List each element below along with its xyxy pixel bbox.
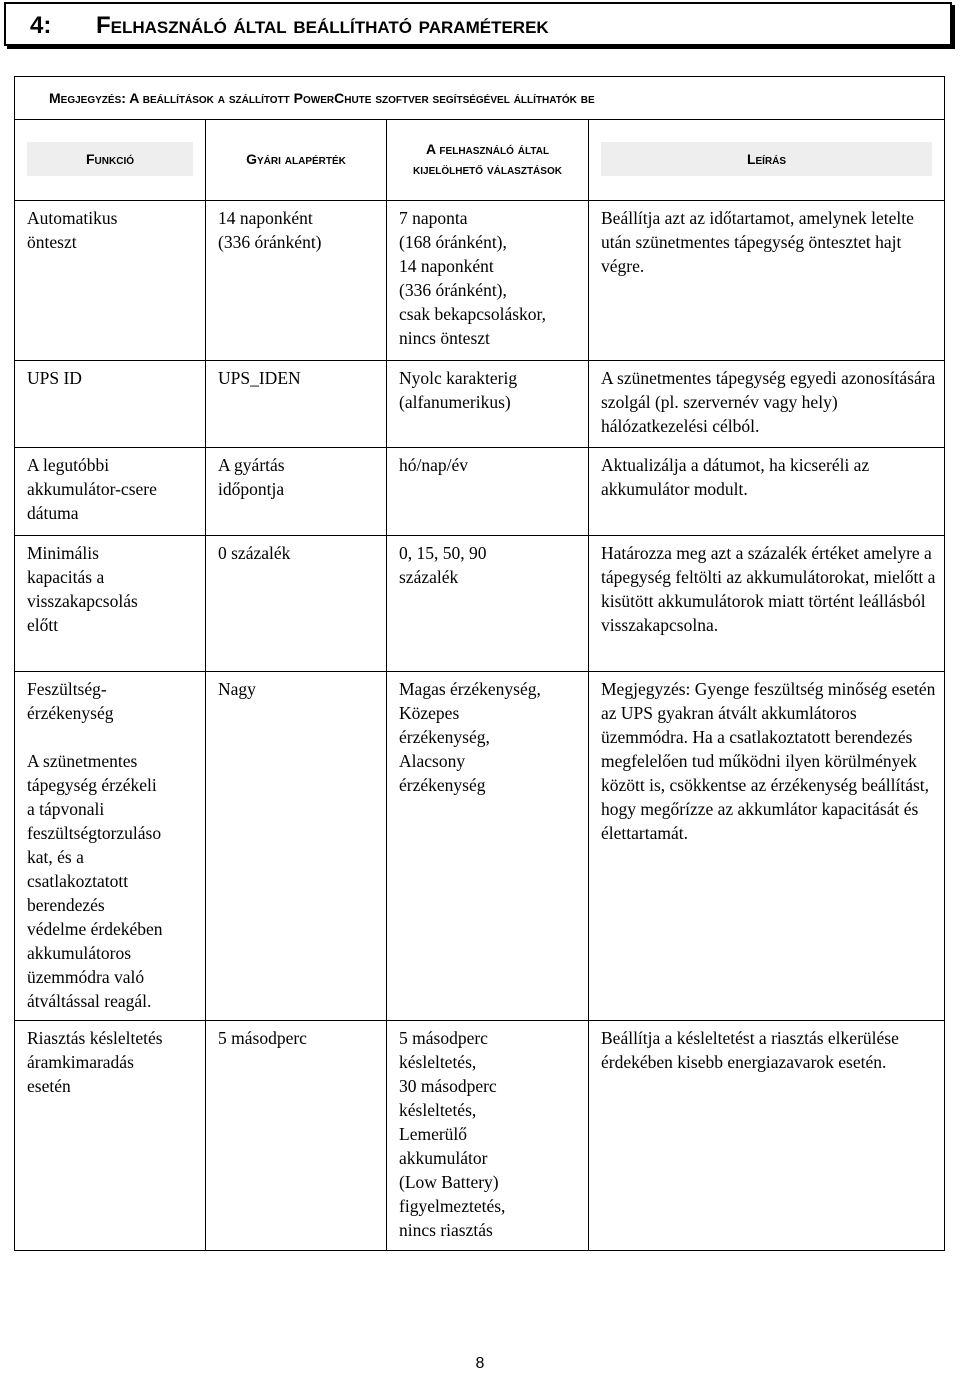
cell-description: Megjegyzés: Gyenge feszültség minőség esetén az UPS gyakran átvált akkumlátoros üzemmódra. Ha a csatlakoztatott berendezés megfelelően tud működni ilyen körülmények között is, csökkentse az érzékenység beállítást, hogy megőrízze az akkumlátor kapacitását és élettartamát. <box>589 672 945 1021</box>
table-row <box>15 672 945 1021</box>
cell-function: Riasztás késleltetés áramkimaradás esetén <box>15 1021 206 1251</box>
table-row <box>15 201 945 361</box>
cell-default: 5 másodperc <box>206 1021 387 1251</box>
page-title <box>4 2 952 46</box>
cell-choices: 5 másodperc késleltetés, 30 másodperc késleltetés, Lemerülő akkumulátor (Low Battery) figyelmeztetés, nincs riasztás <box>387 1021 589 1251</box>
section-title: Felhasználó által beállítható paraméterek <box>96 12 549 39</box>
column-header-description: Leírás <box>589 120 945 201</box>
cell-choices: hó/nap/év <box>387 448 589 536</box>
cell-choices: Magas érzékenység, Közepes érzékenység, Alacsony érzékenység <box>387 672 589 1021</box>
cell-default: A gyártás időpontja <box>206 448 387 536</box>
parameters-table <box>14 76 945 1251</box>
header-row <box>15 120 945 201</box>
cell-description: Beállítja azt az időtartamot, amelynek letelte után szünetmentes tápegység öntesztet hajt végre. <box>589 201 945 361</box>
cell-function: Feszültség- érzékenység A szünetmentes tápegység érzékeli a tápvonali feszültségtorzuláso kat, és a csatlakoztatott berendezés védelme érdekében akkumulátoros üzemmódra való átváltással reagál. <box>15 672 206 1021</box>
cell-description: Beállítja a késleltetést a riasztás elkerülése érdekében kisebb energiazavarok esetén. <box>589 1021 945 1251</box>
page-number: 8 <box>475 1355 485 1372</box>
column-header-function: Funkció <box>15 120 206 201</box>
cell-choices: Nyolc karakterig (alfanumerikus) <box>387 361 589 448</box>
cell-choices: 7 naponta (168 óránként), 14 naponként (336 óránként), csak bekapcsoláskor, nincs önteszt <box>387 201 589 361</box>
cell-function: UPS ID <box>15 361 206 448</box>
column-header-choices: A felhasználó által kijelölhető választások <box>387 120 589 201</box>
cell-function: Automatikus önteszt <box>15 201 206 361</box>
cell-function: A legutóbbi akkumulátor-csere dátuma <box>15 448 206 536</box>
note-row <box>15 77 945 120</box>
cell-function: Minimális kapacitás a visszakapcsolás előtt <box>15 536 206 672</box>
cell-choices: 0, 15, 50, 90 százalék <box>387 536 589 672</box>
cell-description: Határozza meg azt a százalék értéket amelyre a tápegység feltölti az akkumulátorokat, mielőtt a kisütött akkumulátorok miatt történt leállásból visszakapcsolna. <box>589 536 945 672</box>
settings-note: Megjegyzés: A beállítások a szállított PowerChute szoftver segítségével állíthatók be <box>15 77 945 120</box>
cell-description: Aktualizálja a dátumot, ha kicseréli az akkumulátor modult. <box>589 448 945 536</box>
table-row <box>15 361 945 448</box>
cell-default: UPS_IDEN <box>206 361 387 448</box>
column-header-default: Gyári alapérték <box>206 120 387 201</box>
section-number: 4: <box>30 12 52 39</box>
table-row <box>15 448 945 536</box>
cell-default: Nagy <box>206 672 387 1021</box>
table-row <box>15 536 945 672</box>
cell-description: A szünetmentes tápegység egyedi azonosítására szolgál (pl. szervernév vagy hely) hálózatkezelési célból. <box>589 361 945 448</box>
cell-default: 0 százalék <box>206 536 387 672</box>
table-row <box>15 1021 945 1251</box>
cell-default: 14 naponként (336 óránként) <box>206 201 387 361</box>
